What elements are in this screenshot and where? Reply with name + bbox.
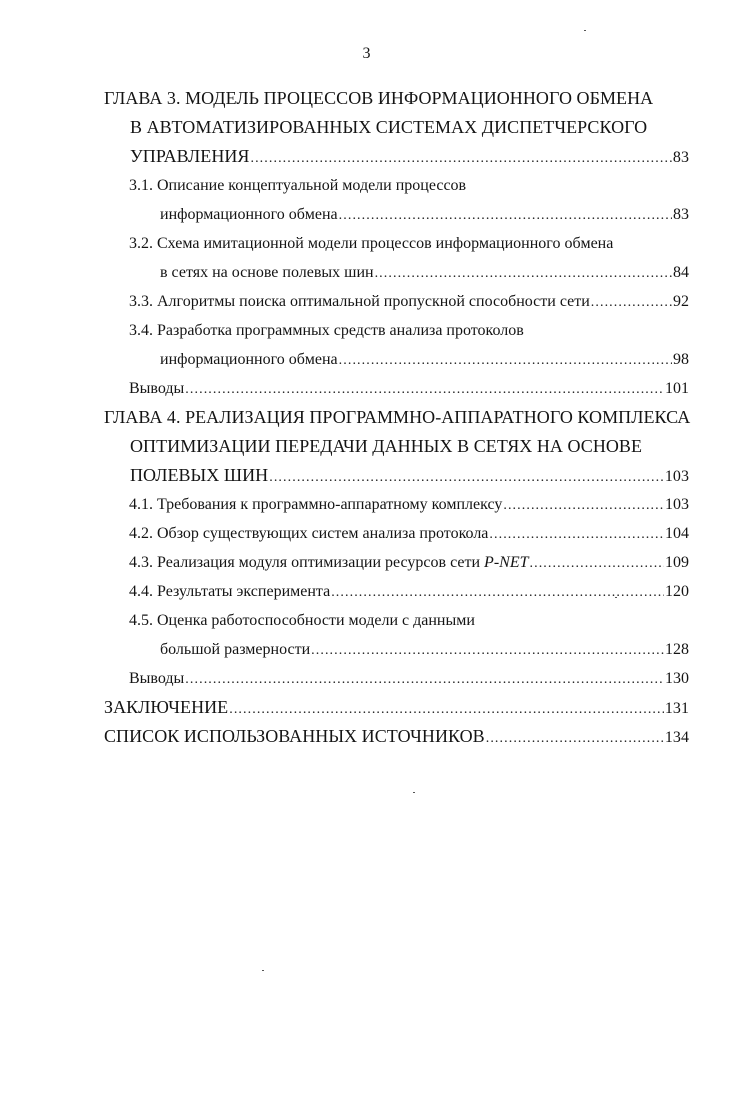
- toc-text: большой размерности: [160, 641, 311, 658]
- toc-line: [160, 635, 689, 664]
- toc-page-number: 109: [665, 554, 689, 571]
- toc-text: 3.4. Разработка программных средств анализа протоколов: [129, 322, 524, 339]
- toc-line: [129, 171, 689, 200]
- toc-page-number: 128: [665, 641, 689, 658]
- toc-page-number: 120: [665, 583, 689, 600]
- toc-section-3-2[interactable]: [104, 229, 689, 287]
- toc-line: [160, 345, 689, 374]
- toc-line: [130, 432, 689, 461]
- toc-text: УПРАВЛЕНИЯ: [130, 146, 250, 166]
- toc-text: [129, 548, 529, 577]
- toc-line: [129, 606, 689, 635]
- toc-line: [130, 461, 689, 490]
- scan-speck: [584, 30, 586, 31]
- toc-line: [130, 142, 689, 171]
- toc-line: [129, 577, 689, 606]
- toc-page-number: 92: [673, 293, 689, 310]
- toc-section-4-1[interactable]: [104, 490, 689, 519]
- toc-section-4-2[interactable]: [104, 519, 689, 548]
- toc-text: 3.1. Описание концептуальной модели процессов: [129, 177, 467, 194]
- toc-text: информационного обмена: [160, 206, 338, 223]
- dot-leader: [530, 549, 665, 578]
- toc-page-number: 103: [665, 496, 689, 513]
- toc-section-3-1[interactable]: [104, 171, 689, 229]
- toc-page-number: 84: [673, 264, 689, 281]
- toc-section-4-3[interactable]: [104, 548, 689, 577]
- toc-line: [129, 229, 689, 258]
- toc-text: 4.5. Оценка работоспособности модели с данными: [129, 612, 475, 629]
- toc-line: [129, 548, 689, 577]
- dot-leader: [486, 724, 664, 753]
- page-number: 3: [362, 45, 371, 62]
- toc-chapter-4[interactable]: [104, 403, 689, 490]
- dot-leader: [503, 491, 664, 520]
- toc-line: [104, 722, 689, 751]
- toc-text-main: 4.3. Реализация модуля оптимизации ресурсов сети: [129, 554, 485, 571]
- dot-leader: [331, 578, 664, 607]
- scan-speck: [413, 792, 415, 793]
- toc-page-number: 103: [664, 468, 689, 485]
- toc-line: [160, 200, 689, 229]
- toc-text: 3.3. Алгоритмы поиска оптимальной пропускной способности сети: [129, 293, 590, 310]
- toc-section-3-3[interactable]: [104, 287, 689, 316]
- toc-page-number: 131: [664, 700, 689, 717]
- toc-line: [104, 693, 689, 722]
- toc-text-italic: P-NET: [484, 554, 529, 571]
- toc-conclusion[interactable]: [104, 693, 689, 722]
- dot-leader: [489, 520, 664, 549]
- toc-chapter-4-conclusions[interactable]: [104, 664, 689, 693]
- toc-page-number: 98: [673, 351, 689, 368]
- table-of-contents: [104, 84, 689, 751]
- toc-text: 4.1. Требования к программно-аппаратному комплексу: [129, 496, 503, 513]
- toc-references[interactable]: [104, 722, 689, 751]
- toc-page-number: 130: [665, 670, 689, 687]
- toc-text: ГЛАВА 3. МОДЕЛЬ ПРОЦЕССОВ ИНФОРМАЦИОННОГО ОБМЕНА: [104, 88, 654, 108]
- toc-text: Выводы: [129, 380, 185, 397]
- toc-text: 3.2. Схема имитационной модели процессов информационного обмена: [129, 235, 614, 252]
- toc-line: [160, 258, 689, 287]
- toc-section-4-5[interactable]: [104, 606, 689, 664]
- toc-text: 4.4. Результаты эксперимента: [129, 583, 331, 600]
- toc-text: СПИСОК ИСПОЛЬЗОВАННЫХ ИСТОЧНИКОВ: [104, 726, 485, 746]
- toc-text: 4.2. Обзор существующих систем анализа протокола: [129, 525, 489, 542]
- toc-text: ПОЛЕВЫХ ШИН: [130, 465, 269, 485]
- toc-text: ОПТИМИЗАЦИИ ПЕРЕДАЧИ ДАННЫХ В СЕТЯХ НА ОСНОВЕ: [130, 436, 643, 456]
- scan-speck: [262, 970, 264, 971]
- toc-section-4-4[interactable]: [104, 577, 689, 606]
- toc-text: В АВТОМАТИЗИРОВАННЫХ СИСТЕМАХ ДИСПЕТЧЕРСКОГО: [130, 117, 648, 137]
- toc-text: информационного обмена: [160, 351, 338, 368]
- toc-page-number: 83: [673, 206, 689, 223]
- dot-leader: [250, 144, 671, 173]
- toc-line: [129, 519, 689, 548]
- dot-leader: [339, 346, 672, 375]
- toc-chapter-3-conclusions[interactable]: [104, 374, 689, 403]
- toc-text: Выводы: [129, 670, 185, 687]
- toc-text: ЗАКЛЮЧЕНИЕ: [104, 697, 229, 717]
- dot-leader: [185, 665, 664, 694]
- toc-chapter-3[interactable]: [104, 84, 689, 171]
- toc-page-number: 83: [672, 149, 689, 166]
- dot-leader: [375, 259, 672, 288]
- dot-leader: [229, 695, 664, 724]
- scan-speck: [615, 597, 617, 598]
- toc-line: [129, 374, 689, 403]
- toc-line: [104, 403, 689, 432]
- toc-page-number: 104: [665, 525, 689, 542]
- toc-text: ГЛАВА 4. РЕАЛИЗАЦИЯ ПРОГРАММНО-АППАРАТНОГО КОМПЛЕКСА: [104, 407, 691, 427]
- toc-page-number: 101: [665, 380, 689, 397]
- toc-page-number: 134: [664, 729, 689, 746]
- toc-text: в сетях на основе полевых шин: [160, 264, 374, 281]
- dot-leader: [339, 201, 672, 230]
- toc-line: [129, 287, 689, 316]
- dot-leader: [269, 463, 664, 492]
- toc-line: [129, 316, 689, 345]
- dot-leader: [311, 636, 664, 665]
- dot-leader: [185, 375, 664, 404]
- dot-leader: [591, 288, 672, 317]
- toc-line: [130, 113, 689, 142]
- toc-section-3-4[interactable]: [104, 316, 689, 374]
- toc-line: [129, 664, 689, 693]
- toc-line: [104, 84, 689, 113]
- toc-line: [129, 490, 689, 519]
